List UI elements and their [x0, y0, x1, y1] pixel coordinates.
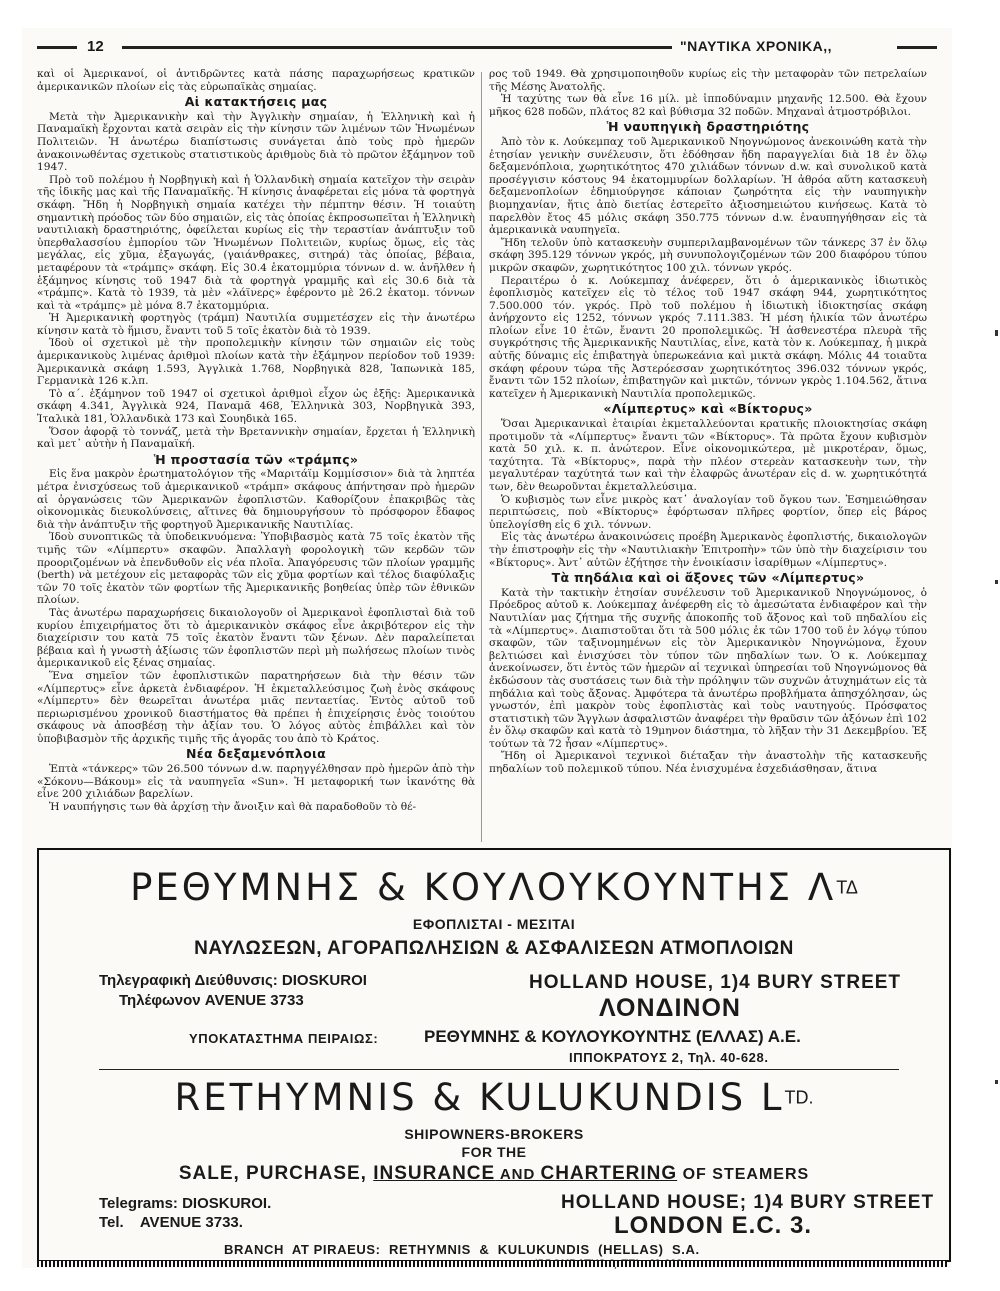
paragraph: Εἰς τὰς ἀνωτέρω ἀνακοινώσεις προέβη Ἀμερικανὸς ἐφοπλιστής, δικαιολογῶν τὴν ἐπιστροφὴν εἰς τὴν «Ναυτιλιακὴν Ἐπιτροπὴν» τῶν ὑπὸ τὴν διαχείρισιν του «Βίκτορυς». Ἀντ᾽ αὐτῶν ἐζήτησε τὴν ἐνοικίασιν ἰσαρίθμων «Λίμπερτυς».: [489, 531, 927, 569]
page-header: [37, 38, 937, 62]
paragraph: Τὸ α΄. ἑξάμηνον τοῦ 1947 οἱ σχετικοὶ ἀριθμοὶ εἶχον ὡς ἑξῆς: Ἀμερικανικὰ σκάφη 4.341, Ἀγγλικὰ 924, Παναμᾶ 468, Ἑλληνικὰ 303, Νορβηγικὰ 393, Ἰταλικὰ 181, Ὁλλανδικὰ 173 καὶ Σουηδικὰ 165.: [37, 387, 475, 426]
section-heading: Τὰ πηδάλια καὶ οἱ ἄξονες τῶν «Λίμπερτυς»: [551, 570, 865, 586]
footer-decorative-strip: [37, 1261, 947, 1267]
paragraph: Ἡ Ἀμερικανικὴ φορτηγὸς (τράμπ) Ναυτιλία συμμετέσχεν εἰς τὴν ἀνωτέρω κίνησιν κατὰ τὸ ἥμισυ, ἔναντι τοῦ 5 τοῖς ἑκατὸν διὰ τὸ 1939.: [37, 312, 475, 337]
ad-greek-title-1: ΕΦΟΠΛΙΣΤΑΙ - ΜΕΣΙΤΑΙ: [412, 916, 576, 932]
paragraph: Ἕνα σημεῖον τῶν ἐφοπλιστικῶν παρατηρήσεων διὰ τὴν θέσιν τῶν «Λίμπερτυς» εἶνε ἀρκετὰ ἐνδιαφέρον. Ἡ ἐκμεταλλεύσιμος ζωὴ ἑνὸς σκάφους «Λίμπερτυ» δὲν θεωρεῖται ἀνωτέρα μιᾶς πενταετίας. Ἐντὸς αὐτοῦ τοῦ περιωρισμένου χρονικοῦ διαστήματος θὰ πρέπει ἡ ἐπιχείρησις ἑνὸς τοιούτου σκάφους νὰ ἀποσβέσῃ τὴν ἀξίαν του. Ὁ λόγος αὐτὸς ἐπιβάλλει καὶ τὸν ὑποβιβασμὸν τῆς ἀρχικῆς τιμῆς τῆς ἀγορᾶς του ἀπὸ τὸ Κράτος.: [37, 669, 475, 745]
paragraph: Ὁ κυβισμὸς των εἶνε μικρὸς κατ᾽ ἀναλογίαν τοῦ ὄγκου των. Ἐσημειώθησαν περιπτώσεις, ποὺ «Βίκτορυς» ἐφόρτωσαν πλῆρες φορτίον, ὅπερ εἰς βάρος ὑπελογίσθη εἰς 6 χιλ. τόννων.: [489, 493, 927, 531]
header-rule-right: [897, 46, 937, 49]
paragraph: Ὅσαι Ἀμερικανικαὶ ἑταιρίαι ἐκμεταλλεύονται κρατικῆς πλοιοκτησίας σκάφη προτιμοῦν τὰ «Λίμπερτυς» ἔναντι τῶν «Βίκτορυς». Τὰ πρῶτα ἔχουν κυβισμὸν κατὰ 50 χιλ. κ. π. ἀνώτερον. Εἶνε οἰκονομικώτερα, μὲ μικροτέραν, ὅμως, ταχύτητα. Τὰ «Βίκτορυς», παρὰ τὴν πλέον στερεὰν κατασκευὴν των, τὴν μεγαλυτέραν ταχύτητά των καὶ τὴν ἐλαφρῶς ἀνωτέραν εἰς d. w. χωρητικότητά των, δὲν θεωροῦνται ἐκμεταλλεύσιμα.: [489, 418, 927, 493]
ad-greek-branch-address: ΙΠΠΟΚΡΑΤΟΥΣ 2, Τηλ. 40-628.: [569, 1050, 769, 1065]
ad-greek-address: HOLLAND HOUSE, 1)4 BURY STREET: [529, 972, 902, 993]
paragraph: Μετὰ τὴν Ἀμερικανικὴν καὶ τὴν Ἀγγλικὴν σημαίαν, ἡ Ἑλληνικὴ καὶ ἡ Παναμαϊκὴ ἔρχονται κατὰ σειρὰν εἰς τὴν κίνησιν τῶν λιμένων τῶν Ἡνωμένων Πολιτειῶν. Ἡ ἀνωτέρω διαπίστωσις συνάγεται ἀπὸ τοὺς πρὸ ἡμερῶν ἀνακοινωθέντας σχετικοὺς στατιστικοὺς ἀριθμοὺς διὰ τὸ πρῶτον ἑξάμηνον τοῦ 1947.: [37, 110, 475, 174]
ad-english-title-1: SHIPOWNERS-BROKERS: [404, 1126, 584, 1142]
paragraph: Ἤδη οἱ Ἀμερικανοὶ τεχνικοὶ διέταξαν τὴν ἀναστολὴν τῆς κατασκευῆς πηδαλίων τοῦ πολεμικοῦ τύπου. Νέα ἐνισχυμένα ἐσχεδιάσθησαν, ἅτινα: [489, 750, 927, 776]
ad-english-phone: Tel. AVENUE 3733.: [99, 1214, 243, 1231]
paragraph: καὶ οἱ Ἀμερικανοί, οἱ ἀντιδρῶντες κατὰ πάσης παραχωρήσεως κρατικῶν ἀμερικανικῶν πλοίων εἰς τὰς εὐρωπαϊκὰς σημαίας.: [37, 68, 475, 93]
paragraph: Ὅσον ἀφορᾷ τὸ τοννάζ, μετὰ τὴν Βρεταννικὴν σημαίαν, ἔρχεται ἡ Ἑλληνικὴ καὶ μετ᾽ αὐτὴν ἡ Παναμαϊκή.: [37, 425, 475, 451]
paragraph: ρος τοῦ 1949. Θὰ χρησιμοποιηθοῦν κυρίως εἰς τὴν μεταφορὰν τῶν πετρελαίων τῆς Μέσης Ἀνατολῆς.: [489, 68, 927, 93]
paragraph: Ἰδοὺ οἱ σχετικοὶ μὲ τὴν προπολεμικὴν κίνησιν τῶν σημαιῶν εἰς τοὺς ἀμερικανικοὺς λιμένας ἀριθμοὶ πλοίων κατὰ τὴν ἑξάμηνον περίοδον τοῦ 1939: Ἀμερικανικὰ σκάφη 1.593, Ἀγγλικὰ 1.768, Νορβηγικὰ 828, Ἰαπωνικὰ 185, Γερμανικὰ 126 κ.λπ.: [37, 337, 475, 388]
paragraph: Τὰς ἀνωτέρω παραχωρήσεις δικαιολογοῦν οἱ Ἀμερικανοὶ ἐφοπλισταὶ διὰ τοῦ κυρίου ἐπιχειρήματος ὅτι τὸ ἀμερικανικὸν σκάφος εἶνε ἀκριβότερον εἰς τὴν διαχείρισιν του κατὰ 75 τοῖς ἑκατὸν ἔναντι τῶν ξένων. Δὲν παραλείπεται βέβαια καὶ ἡ γνωστὴ ἀξίωσις τῶν ἐφοπλιστῶν περὶ μὴ πωλήσεως πλοίων τινὸς ἀμερικανικοῦ εἰς ξένας σημαίας.: [37, 606, 475, 670]
ad-english-title-3: SALE, PURCHASE, INSURANCE AND CHARTERING OF STEAMERS: [178, 1163, 810, 1184]
scan-mark: [995, 1080, 998, 1084]
paragraph: Ἀπὸ τὸν κ. Λούκεμπαχ τοῦ Ἀμερικανικοῦ Νηογνώμονος ἀνεκοινώθη κατὰ τὴν ἐτησίαν γενικὴν συνέλευσιν, ὅτι ἐδόθησαν ἤδη παραγγελίαι διὰ 18 ἐν ὅλῳ δεξαμενόπλοια, χωρητικότητος 470 χιλιάδων τόννων d.w. καὶ συνολικοῦ κατὰ προσέγγισιν κόστους 94 ἑκατομμυρίων δολλαρίων. Ἡ ἀθρόα αὕτη κατασκευὴ δεξαμενοπλοίων ἐδημιούργησε κάποιαν ζωηρότητα εἰς τὴν ναυπηγικὴν βιομηχανίαν, ἥτις ἀπὸ διετίας ἐστερεῖτο ἀξιοσημειώτου κινήσεως. Κατὰ τὸ παρελθὸν ἔτος 45 μόλις σκάφη 350.775 τόννων d.w. ἐναυπηγήθησαν εἰς τὰ ἀμερικανικὰ ναυπηγεῖα.: [489, 135, 927, 237]
ad-greek-telegraphic-address: Τηλεγραφικὴ Διεύθυνσις: DIOSKUROI: [99, 972, 367, 989]
ad-english-company-name: RETHYMNIS & KULUKUNDIS $L^{TD.}$: [174, 1076, 814, 1119]
paragraph: Κατὰ τὴν τακτικὴν ἐτησίαν συνέλευσιν τοῦ Ἀμερικανικοῦ Νηογνώμονος, ὁ Πρόεδρος αὐτοῦ κ. Λούκεμπαχ ἀνέφερθη εἰς τὸ ἀμεσώτατα ἐνδιαφέρον καὶ τὴν Ναυτιλίαν μας ζήτημα τῆς συχνῆς ἀποκοπῆς τοῦ ἄξονος καὶ τοῦ πηδαλίου εἰς τὰ «Λίμπερτυς». Διαπιστοῦται ὅτι τὰ 500 μόλις ἐκ τῶν 1700 τοῦ ἐν λόγῳ τύπου σκαφῶν, τῶν ταξινομημένων εἰς τὸν Ἀμερικανικὸν Νηογνώμονα, ἔχουν βελτιώσει καὶ ἐνισχύσει τὸν τύπον τῶν πηδαλίων των. Ὁ κ. Λούκεμπαχ ἀνεκοίνωσεν, ὅτι ἐντὸς τῶν ἡμερῶν αἱ τεχνικαὶ ὑπηρεσίαι τοῦ Νηογνώμονος θὰ ἐκδώσουν τὰς συστάσεις των διὰ τὴν πρόληψιν τῶν συχνῶν ἀτυχημάτων εἰς τὰ πηδάλια καὶ τοὺς ἄξονας. Ἀμφότερα τὰ ἀνωτέρω προβλήματα ἀπησχόλησαν, ὡς γνωστόν, ἐπὶ μακρὸν τοὺς ἐφοπλιστὰς καὶ τοὺς ναυτηγούς. Πρόσφατος στατιστικὴ τῶν Ἄγγλων ἀσφαλιστῶν ἀναφέρει τὴν θραῦσιν τῶν ἀξόνων ἐπὶ 102 ἐν ὅλῳ σκαφῶν καὶ κατὰ τὸ 19μηνον διάστημα, τὸ λῆξαν τὴν 31 Δεκεμβρίου. Ἐξ τούτων τὰ 72 ἦσαν «Λίμπερτυς».: [489, 586, 927, 750]
header-rule-middle: [122, 46, 672, 49]
section-heading: Ἡ ναυπηγικὴ δραστηριότης: [606, 119, 810, 135]
ad-greek-branch-label: ΥΠΟΚΑΤΑΣΤΗΜΑ ΠΕΙΡΑΙΩΣ:: [189, 1031, 379, 1046]
ad-english-city: LONDON E.C. 3.: [614, 1212, 813, 1239]
section-heading: «Λίμπερτυς» καὶ «Βίκτορυς»: [603, 401, 813, 417]
paragraph: Πρὸ τοῦ πολέμου ἡ Νορβηγικὴ καὶ ἡ Ὁλλανδικὴ σημαία κατεῖχον τὴν σειρὰν τῆς ἰδικῆς μας καὶ τῆς Παναμαϊκῆς. Ἡ κίνησις ἀναφέρεται εἰς μόνα τὰ φορτηγὰ σκάφη. Ἤδη ἡ Νορβηγικὴ σημαία κατέχει τὴν πέμπτην θέσιν. Ἡ τοιαύτη σημαντικὴ πρόοδος τῶν δύο σημαιῶν, εἰς τὰς ὁποίας ἐκπροσωπεῖται ἡ Ἑλληνικὴ ναυτιλιακὴ δραστηριότης, ὀφείλεται κυρίως εἰς τὴν τεραστίαν ἀνάπτυξιν τοῦ ὑπερθαλασσίου ἐμπορίου τῶν Ἡνωμένων Πολιτειῶν, κυρίως ὅμως, εἰς τὰς μεγάλας, εἰς χῦμα, ἐξαγωγάς, (γαιάνθρακες, σιτηρά) τὰς ὁποίας, βέβαια, μεταφέρουν τὰ «τράμπς» σκάφη. Εἰς 30.4 ἑκατομμύρια τόννων d. w. ἀνῆλθεν ἡ ἑξάμηνος κίνησις τοῦ 1947 διὰ τὰ φορτηγὰ γραμμῆς καὶ εἰς 30.6 διὰ τὰ «τράμπς». Κατὰ τὸ 1939, τὰ μὲν «λάϊνερς» ἐφέροντο μὲ 26.2 ἑκατομ. τόννων καὶ τὰ «τράμπς» μὲ μόνα 8.7 ἑκατομμύρια.: [37, 173, 475, 312]
section-heading: Νέα δεξαμενόπλοια: [185, 746, 327, 762]
right-column: [489, 68, 927, 844]
ad-greek-phone: Τηλέφωνον AVENUE 3733: [119, 992, 304, 1009]
paragraph: Περαιτέρω ὁ κ. Λούκεμπαχ ἀνέφερεν, ὅτι ὁ ἀμερικανικὸς ἰδιωτικὸς ἐφοπλισμὸς κατεῖχεν εἰς τὸ τέλος τοῦ 1947 σκάφη 944, χωρητικότητος 7.500.000 τόν. γκρός. Πρὸ τοῦ πολέμου ἡ ἰδιωτικὴ ἰδιοκτησίας σκάφη ἀνήρχοντο εἰς 1252, τόννων γκρός 7.111.383. Ἡ μέση ἡλικία τῶν ἀνωτέρω πλοίων εἶνε 10 ἐτῶν, ἔναντι 20 προπολεμικῶς. Ἡ ἀσθενεστέρα πλευρὰ τῆς συγκρότησις τῆς Ἀμερικανικῆς Ναυτιλίας, εἶνε, κατὰ τὸν κ. Λούκεμπαχ, ἡ μικρὰ αὐτῆς δύναμις εἰς ἐπιβατηγὰ ὑπερωκεάνια καὶ μικτὰ σκάφη. Μόλις 44 τοιαῦτα σκάφη φέρουν τώρα τῆς Ἀστερόεσσαν χωρητικότητος 396.032 τόννων γκρός, ἔναντι τῶν 152 πλοίων, ἐπιβατηγῶν καὶ μικτῶν, τόννων γκρὸς 1.104.562, ἅτινα κατεῖχεν ἡ Ἀμερικανικὴ Ναυτιλία προπολεμικῶς.: [489, 274, 927, 400]
page-number: 12: [87, 38, 104, 55]
paragraph: Ἐπτὰ «τάνκερς» τῶν 26.500 τόννων d.w. παρηγγέλθησαν πρὸ ἡμερῶν ἀπὸ τὴν «Σόκονυ—Βάκουμ» εἰς τὰ ναυπηγεῖα «Sun». Ἡ μεταφορική των ἱκανότης θὰ εἶνε 200 χιλιάδων βαρελίων.: [37, 763, 475, 801]
ad-greek-city: ΛΟΝΔΙΝΟΝ: [599, 994, 741, 1022]
paragraph: Ἡ ταχύτης των θὰ εἶνε 16 μίλ. μὲ ἱπποδύναμιν μηχανῆς 12.500. Θὰ ἔχουν μῆκος 628 ποδῶν, πλάτος 82 καὶ βύθισμα 32 ποδῶν. Μηχαναὶ ἀτμοστρόβιλοι.: [489, 93, 927, 118]
header-rule-left: [37, 46, 77, 49]
ad-english-title-2: FOR THE: [461, 1144, 527, 1160]
section-heading: Αἱ κατακτήσεις μας: [184, 94, 328, 110]
newspaper-page: [22, 28, 952, 1268]
advertisement-box: [37, 848, 951, 1262]
ad-english-telegrams: Telegrams: DIOSKUROI.: [99, 1195, 272, 1212]
paragraph: Ἰδοὺ συνοπτικῶς τὰ ὑποδεικνυόμενα: Ὑποβιβασμὸς κατὰ 75 τοῖς ἑκατὸν τῆς τιμῆς τῶν «Λίμπερτυ» σκαφῶν. Ἀπαλλαγὴ φορολογικὴ τῶν κερδῶν τῶν προοριζομένων νὰ ἐπενδυθοῦν εἰς νέα πλοῖα. Ἀπαγόρευσις τῶν πλοίων γραμμῆς (berth) νὰ μετέχουν εἰς μεταφορὰς τῶν εἰς χῦμα φορτίων καὶ τέλος διαφύλαξις τῶν 70 τοῖς ἑκατὸν τῶν φορτίων τῆς Ἀμερικανικῆς βοηθείας ὑπὲρ τῶν ἐθνικῶν πλοίων.: [37, 531, 475, 607]
column-divider: [481, 72, 482, 842]
scan-mark: [995, 330, 998, 336]
ad-greek-title-2: ΝΑΥΛΩΣΕΩΝ, ΑΓΟΡΑΠΩΛΗΣΙΩΝ & ΑΣΦΑΛΙΣΕΩΝ ΑΤΜΟΠΛΟΙΩΝ: [194, 938, 794, 959]
paragraph: Εἰς ἕνα μακρὸν ἐρωτηματολόγιον τῆς «Μαριτάϊμ Κομμίσσιον» διὰ τὰ ληπτέα μέτρα ἐνισχύσεως τοῦ ἀμερικανικοῦ «τράμπ» σκάφους ἀπήντησαν πρὸ ἡμερῶν αἱ ὀργανώσεις τῶν Ἀμερικανῶν ἐφοπλιστῶν. Καθορίζουν ἐπακριβῶς τὰς οἰκονομικὰς διευκολύνσεις, αἵτινες θὰ δημιουργήσουν τὸ πρόσφορον ἔδαφος διὰ τὴν ἀνάπτυξιν τῆς φορτηγοῦ Ἀμερικανικῆς Ναυτιλίας.: [37, 468, 475, 531]
ad-greek-company-name: ΡΕΘΥΜΝΗΣ & ΚΟΥΛΟΥΚΟΥΝΤΗΣ $\Lambda^{T\Delta}$: [130, 866, 858, 909]
section-heading: Ἡ προστασία τῶν «τράμπς»: [153, 451, 359, 467]
ad-greek-branch-name: ΡΕΘΥΜΝΗΣ & ΚΟΥΛΟΥΚΟΥΝΤΗΣ (ΕΛΛΑΣ) Α.Ε.: [424, 1027, 801, 1046]
left-column: [37, 68, 475, 844]
paragraph: Ἤδη τελοῦν ὑπὸ κατασκευὴν συμπεριλαμβανομένων τῶν τάνκερς 37 ἐν ὅλῳ σκάφη 395.129 τόννων γκρός, μὴ συνυπολογιζομένων τῶν 200 διαφόρου τύπου μικρῶν σκαφῶν, χωρητικότητος 100 χιλ. τόννων γκρός.: [489, 236, 927, 274]
publication-title: "ΝΑΥΤΙΚΑ ΧΡΟΝΙΚΑ,,: [680, 38, 833, 54]
scan-mark: [995, 580, 998, 584]
ad-divider: [99, 1069, 899, 1070]
scan-margin: [952, 0, 1000, 1291]
paragraph: Ἡ ναυπήγησις των θὰ ἀρχίσῃ τὴν ἄνοιξιν καὶ θὰ παραδοθοῦν τὸ θέ-: [49, 800, 417, 813]
ad-english-address: HOLLAND HOUSE; 1)4 BURY STREET: [561, 1192, 935, 1213]
ad-english-branch: BRANCH AT PIRAEUS: RETHYMNIS & KULUKUNDIS (HELLAS) S.A.: [224, 1242, 700, 1257]
